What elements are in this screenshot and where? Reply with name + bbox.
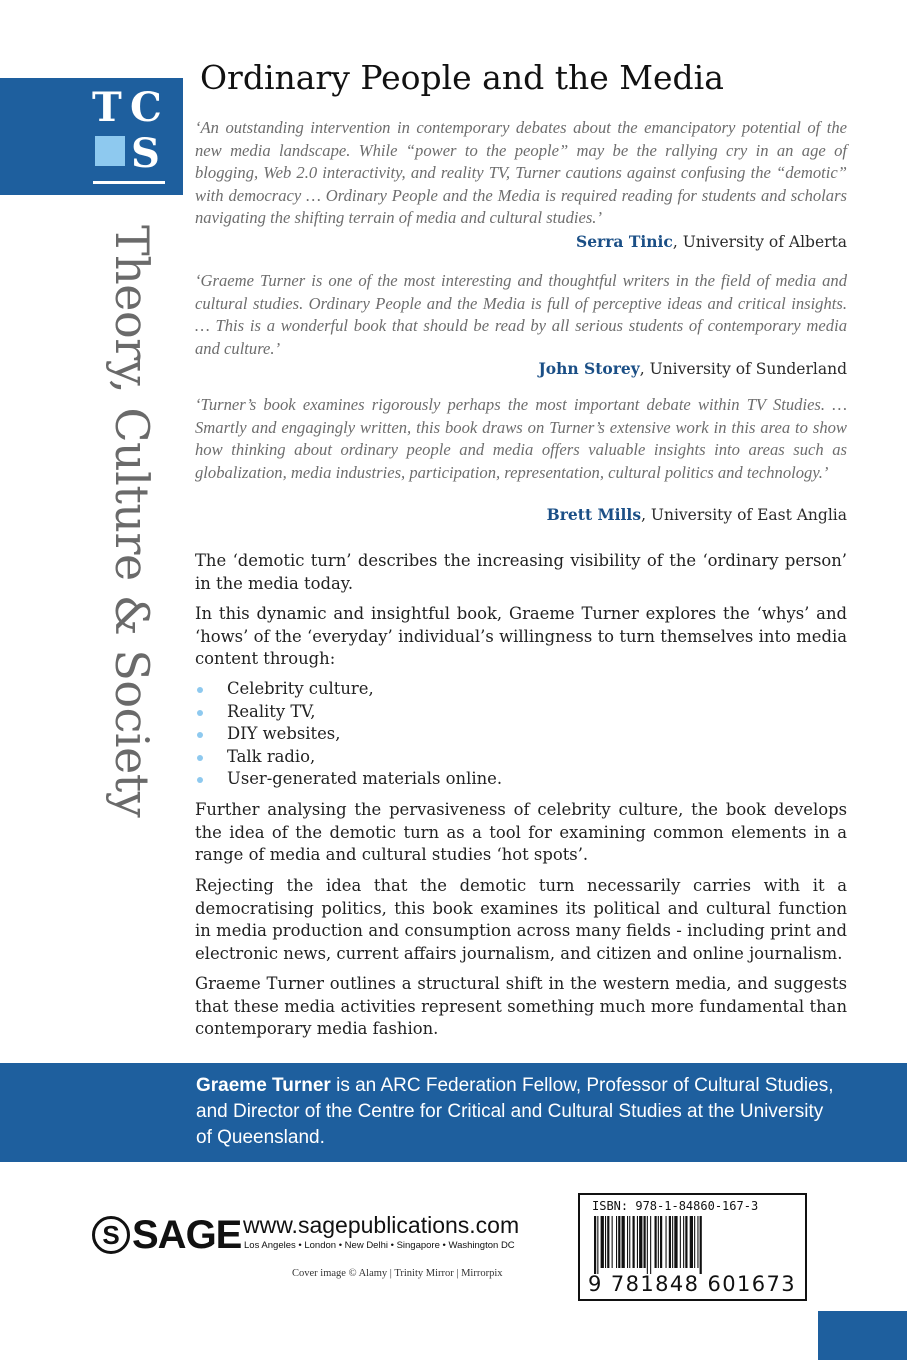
list-item: Reality TV, bbox=[195, 701, 502, 724]
corner-block bbox=[818, 1311, 907, 1360]
quote-3-affiliation: , University of East Anglia bbox=[641, 506, 847, 524]
quote-2-name: John Storey bbox=[538, 359, 640, 378]
author-bio-band bbox=[0, 1063, 907, 1162]
barcode-bar bbox=[658, 1216, 659, 1268]
body-paragraph-1: The ‘demotic turn’ describes the increasing visibility of the ‘ordinary person’ in the media today. bbox=[195, 551, 847, 593]
topic-list bbox=[195, 678, 502, 791]
barcode-bar bbox=[683, 1216, 684, 1268]
cover-credit: Cover image © Alamy | Trinity Mirror | Mirrorpix bbox=[292, 1268, 503, 1279]
quote-1: ‘An outstanding intervention in contemporary debates about the emancipatory potential of the new media landscape. While “power to the people” may be the rallying cry in an age of blogging, Web 2.0 interactivity, and reality TV, Turner cautions against confusing the “demotic” with democracy … Ordinary People and the Media is required reading for students and scholars navigating the shifting terrain of media and cultural studies.’ bbox=[195, 118, 847, 227]
barcode-bar bbox=[622, 1216, 625, 1268]
sage-logo-icon: S bbox=[92, 1216, 130, 1254]
publisher-cities: Los Angeles • London • New Delhi • Singapore • Washington DC bbox=[244, 1240, 515, 1251]
barcode-bar bbox=[655, 1216, 657, 1268]
barcode-bar bbox=[697, 1216, 698, 1268]
barcode-bar bbox=[647, 1216, 648, 1274]
barcode-digits: 9 781848 601673 bbox=[588, 1272, 797, 1296]
list-item: Celebrity culture, bbox=[195, 678, 502, 701]
quote-3-attribution bbox=[547, 505, 847, 524]
barcode-bar bbox=[644, 1216, 646, 1268]
quote-2-attribution bbox=[538, 359, 847, 378]
quote-1-attribution bbox=[576, 232, 847, 251]
logo-rule bbox=[93, 181, 165, 184]
barcode-bars bbox=[594, 1216, 794, 1276]
quote-1-name: Serra Tinic bbox=[576, 232, 673, 251]
list-item: DIY websites, bbox=[195, 723, 502, 746]
barcode-bar bbox=[633, 1216, 635, 1268]
logo-square-icon bbox=[95, 136, 125, 166]
body-paragraph-5: Graeme Turner outlines a structural shift in the western media, and suggests that these media activities represent something much more fundamental than contemporary media fashion. bbox=[195, 974, 847, 1038]
barcode-bar bbox=[672, 1216, 673, 1268]
logo-letter-c: C bbox=[130, 84, 162, 131]
quote-3: ‘Turner’s book examines rigorously perhaps the most important debate within TV Studies. … Smartly and engagingly written, this book draws on Turner’s extensive work in this area to show how thinking about ordinary people and media offers valuable insights into areas such as globalization, media industries, participation, representation, cultural politics and technology.’ bbox=[195, 395, 847, 482]
barcode-bar bbox=[680, 1216, 681, 1268]
quote-1-affiliation: , University of Alberta bbox=[672, 233, 847, 251]
body-paragraph-3: Further analysing the pervasiveness of celebrity culture, the book develops the idea of the demotic turn as a tool for examining common elements in a range of media and cultural studies ‘hot spots’. bbox=[195, 800, 847, 864]
barcode-bar bbox=[669, 1216, 671, 1268]
list-item: User-generated materials online. bbox=[195, 768, 502, 791]
barcode-bar bbox=[694, 1216, 695, 1268]
barcode-bar bbox=[629, 1216, 630, 1268]
barcode-bar bbox=[674, 1216, 677, 1268]
barcode-bar bbox=[594, 1216, 596, 1274]
barcode-bar bbox=[605, 1216, 606, 1268]
barcode-bar bbox=[700, 1216, 702, 1274]
quote-2-affiliation: , University of Sunderland bbox=[639, 360, 847, 378]
list-item: Talk radio, bbox=[195, 746, 502, 769]
barcode-bar bbox=[650, 1216, 651, 1274]
sage-logo bbox=[92, 1213, 241, 1257]
quote-3-name: Brett Mills bbox=[546, 505, 642, 524]
book-title: Ordinary People and the Media bbox=[200, 58, 724, 97]
author-bio-text: is an ARC Federation Fellow, Professor of Cultural Studies, and Director of the Centre for Critical and Cultural Studies at the University of Queensland. bbox=[196, 1075, 834, 1148]
logo-letter-t: T bbox=[92, 84, 122, 131]
barcode-bar bbox=[601, 1216, 604, 1268]
bullet-icon bbox=[197, 710, 203, 716]
body-paragraph-2: In this dynamic and insightful book, Graeme Turner explores the ‘whys’ and ‘hows’ of the ‘everyday’ individual’s willingness to turn themselves into media content through: bbox=[195, 604, 847, 668]
barcode-bar bbox=[618, 1216, 620, 1268]
bullet-icon bbox=[197, 755, 203, 761]
author-bio bbox=[196, 1073, 836, 1151]
body-paragraph-4: Rejecting the idea that the demotic turn necessarily carries with it a democratising politics, this book examines its political and cultural function in media production and consumption across many fields - including print and electronic news, current affairs journalism, and citizen and online journalism. bbox=[195, 876, 847, 963]
barcode-bar bbox=[607, 1216, 609, 1268]
isbn-label: ISBN: 978-1-84860-167-3 bbox=[592, 1199, 759, 1213]
publisher-url: www.sagepublications.com bbox=[243, 1212, 520, 1238]
barcode-bar bbox=[685, 1216, 687, 1268]
barcode-bar bbox=[627, 1216, 628, 1268]
bullet-icon bbox=[197, 687, 203, 693]
barcode-bar bbox=[637, 1216, 638, 1268]
quote-2: ‘Graeme Turner is one of the most interesting and thoughtful writers in the field of media and cultural studies. Ordinary People and the Media is full of perceptive ideas and critical insights. … This is a wonderful book that should be read by all serious students of contemporary media and culture.’ bbox=[195, 271, 847, 358]
series-title: Theory, Culture & Society bbox=[105, 225, 159, 818]
bullet-icon bbox=[197, 732, 203, 738]
series-logo bbox=[0, 78, 183, 195]
barcode bbox=[578, 1193, 807, 1301]
barcode-bar bbox=[639, 1216, 642, 1268]
barcode-bar bbox=[660, 1216, 662, 1268]
barcode-bar bbox=[690, 1216, 693, 1268]
bullet-icon bbox=[197, 777, 203, 783]
logo-letter-s: S bbox=[131, 130, 160, 177]
author-name: Graeme Turner bbox=[196, 1075, 331, 1096]
barcode-bar bbox=[597, 1216, 598, 1274]
barcode-bar bbox=[666, 1216, 667, 1268]
barcode-bar bbox=[616, 1216, 617, 1268]
sage-wordmark: SAGE bbox=[132, 1212, 242, 1257]
barcode-bar bbox=[612, 1216, 613, 1268]
